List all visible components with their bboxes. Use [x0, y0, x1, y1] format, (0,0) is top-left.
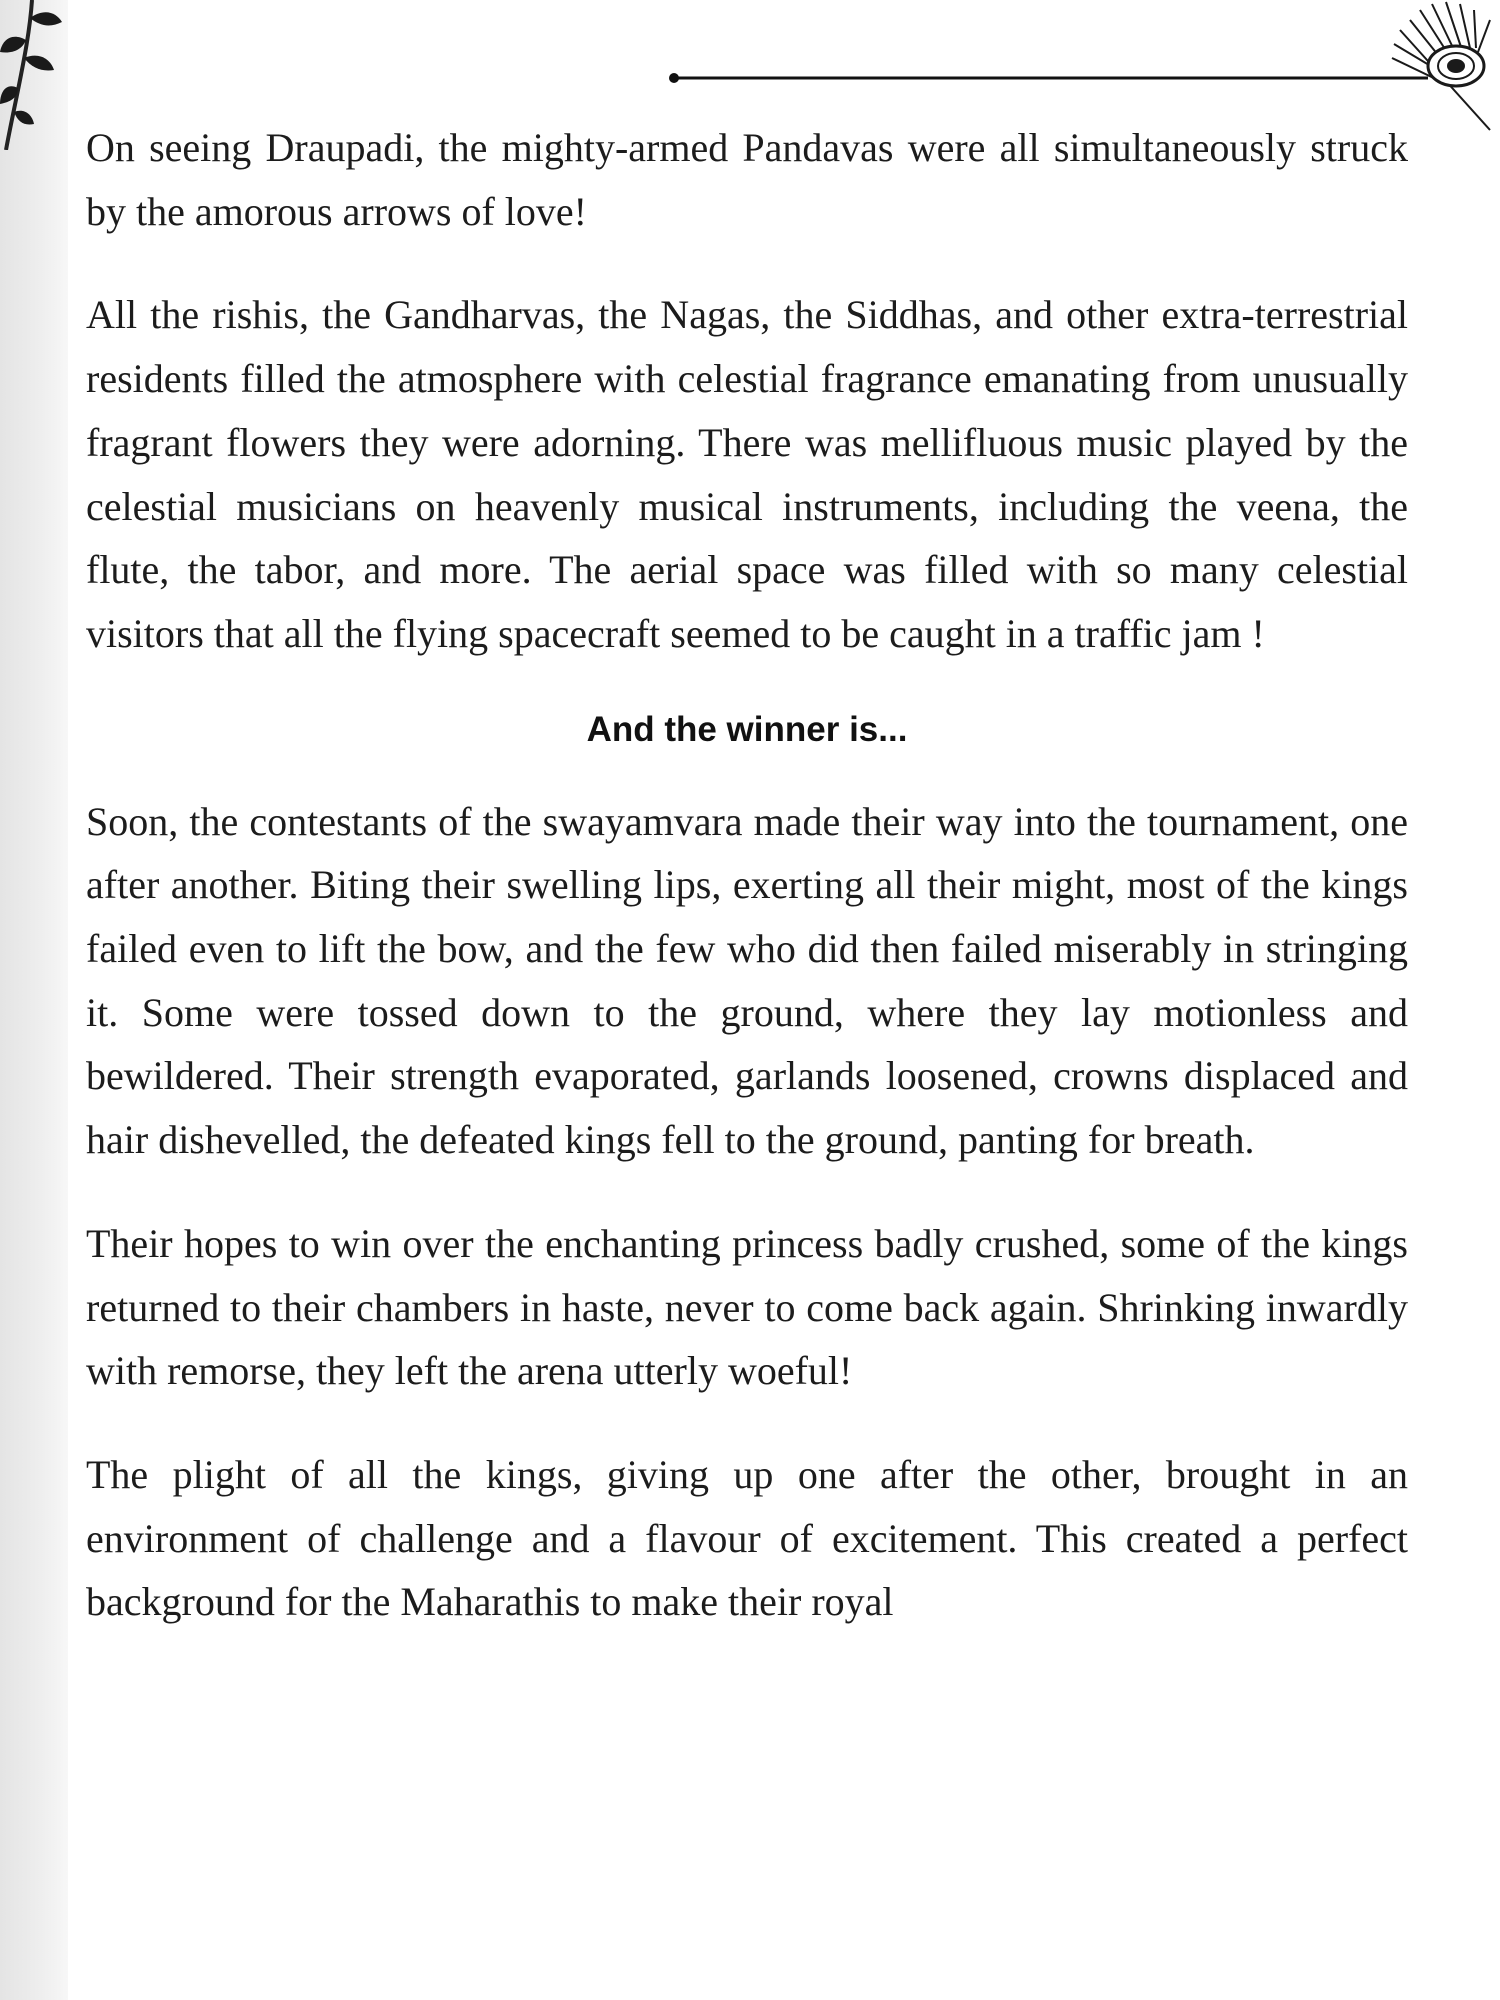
header-rule — [668, 72, 1428, 84]
vine-leaf-icon — [0, 0, 80, 150]
page-gutter-shadow — [0, 0, 68, 2000]
paragraph: On seeing Draupadi, the mighty-armed Pandavas were all simultaneously struck by the amorous arrows of love! — [86, 125, 1408, 234]
paragraph: All the rishis, the Gandharvas, the Nagas, the Siddhas, and other extra-terrestrial residents filled the atmosphere with celestial fragrance emanating from unusually fragrant flowers they were adorning. There was mellifluous music played by the celestial musicians on heavenly musical instruments, including the veena, the flute, the tabor, and more. The aerial space was filled with so many celestial visitors that all the flying spacecraft seemed to be caught in a traffic jam ! — [86, 292, 1408, 656]
section-heading: And the winner is... — [586, 709, 908, 749]
paragraph: The plight of all the kings, giving up one after the other, brought in an environment of challenge and a flavour of excitement. This created a perfect background for the Maharathis to make their royal — [86, 1451, 1408, 1625]
paragraph: Soon, the contestants of the swayamvara made their way into the tournament, one after another. Biting their swelling lips, exerting all their might, most of the kings failed even to lift the bow, and the few who did then failed miserably in stringing it. Some were tossed down to the ground, where they lay motionless and bewildered. Their strength evaporated, garlands loosened, crowns displaced and hair dishevelled, the defeated kings fell to the ground, panting for breath. — [86, 798, 1408, 1163]
paragraph: Their hopes to win over the enchanting princess badly crushed, some of the kings returned to their chambers in haste, never to come back again. Shrinking inwardly with remorse, they left the arena utterly woeful! — [86, 1220, 1408, 1394]
page-body — [86, 116, 1408, 1674]
